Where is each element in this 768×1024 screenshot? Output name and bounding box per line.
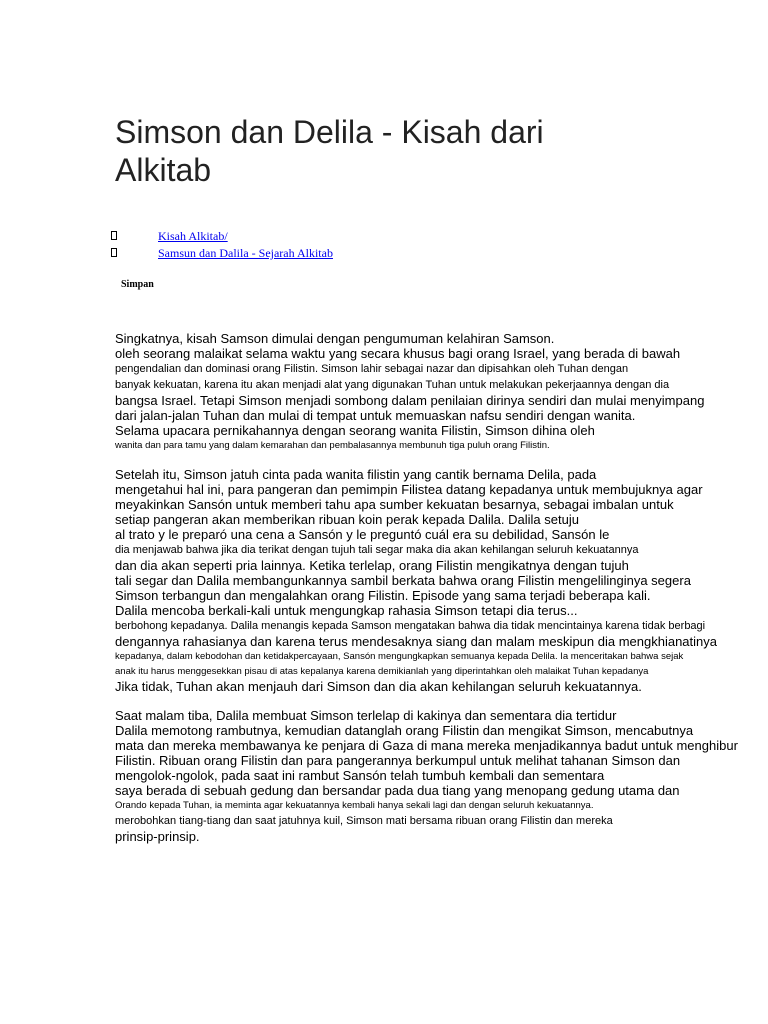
checkbox-icon — [111, 248, 117, 257]
text-line: Dalila memotong rambutnya, kemudian datanglah orang Filistin dan mengikat Simson, mencabutnya — [115, 723, 694, 738]
text-line: saya berada di sebuah gedung dan bersandar pada dua tiang yang menopang gedung utama dan — [115, 783, 680, 798]
checkbox-icon — [111, 231, 117, 240]
save-button[interactable]: Simpan — [121, 279, 154, 290]
text-line: meyakinkan Sansón untuk memberi tahu apa sumber kekuatan besarnya, sebagai imbalan untuk — [115, 497, 674, 512]
text-line: tali segar dan Dalila membangunkannya sambil berkata bahwa orang Filistin mengelilinginya segera — [115, 573, 691, 588]
text-line: bangsa Israel. Tetapi Simson menjadi sombong dalam penilaian dirinya sendiri dan mulai menyimpang — [115, 393, 705, 408]
text-line: Orando kepada Tuhan, ia meminta agar kekuatannya kembali hanya sekali lagi dan dengan seluruh kekuatannya. — [115, 800, 594, 811]
text-line: Simson terbangun dan mengalahkan orang Filistin. Episode yang sama terjadi beberapa kali. — [115, 588, 651, 603]
text-line: dengannya rahasianya dan karena terus mendesaknya siang dan malam meskipun dia mengkhianatinya — [115, 634, 717, 649]
text-line: Jika tidak, Tuhan akan menjauh dari Simson dan dia akan kehilangan seluruh kekuatannya. — [115, 679, 642, 694]
text-line: Singkatnya, kisah Samson dimulai dengan pengumuman kelahiran Samson. — [115, 331, 555, 346]
text-line: Selama upacara pernikahannya dengan seorang wanita Filistin, Simson dihina oleh — [115, 423, 595, 438]
text-line: berbohong kepadanya. Dalila menangis kepada Samson mengatakan bahwa dia tidak mencintainya karena tidak berbagi — [115, 620, 706, 632]
text-line: banyak kekuatan, karena itu akan menjadi alat yang digunakan Tuhan untuk melakukan pekerjaannya dengan dia — [115, 379, 670, 391]
page-title: Simson dan Delila - Kisah dari Alkitab — [115, 114, 544, 188]
text-line: pengendalian dan dominasi orang Filistin. Simson lahir sebagai nazar dan dipisahkan oleh Tuhan dengan — [115, 363, 629, 375]
text-line: merobohkan tiang-tiang dan saat jatuhnya kuil, Simson mati bersama ribuan orang Filistin dan mereka — [115, 815, 613, 827]
text-line: oleh seorang malaikat selama waktu yang secara khusus bagi orang Israel, yang berada di bawah — [115, 346, 681, 361]
text-line: Filistin. Ribuan orang Filistin dan para pangerannya berkumpul untuk melihat tahanan Simson dan — [115, 753, 681, 768]
text-line: kepadanya, dalam kebodohan dan ketidakpercayaan, Sansón mengungkapkan semuanya kepada Delila. Ia menceritakan bahwa sejak — [115, 651, 684, 662]
text-line: Dalila mencoba berkali-kali untuk mengungkap rahasia Simson tetapi dia terus... — [115, 603, 578, 618]
text-line: setiap pangeran akan memberikan ribuan koin perak kepada Dalila. Dalila setuju — [115, 512, 579, 527]
text-line: dia menjawab bahwa jika dia terikat dengan tujuh tali segar maka dia akan kehilangan seluruh kekuatannya — [115, 544, 639, 556]
text-line: dan dia akan seperti pria lainnya. Ketika terlelap, orang Filistin mengikatnya dengan tujuh — [115, 558, 629, 573]
text-line: prinsip-prinsip. — [115, 829, 200, 844]
text-line: Saat malam tiba, Dalila membuat Simson terlelap di kakinya dan sementara dia tertidur — [115, 708, 617, 723]
text-line: anak itu harus menggesekkan pisau di atas kepalanya karena demikianlah yang diperintahkan oleh malaikat Tuhan kepadanya — [115, 666, 649, 677]
text-line: mengolok-ngolok, pada saat ini rambut Sansón telah tumbuh kembali dan sementara — [115, 768, 605, 783]
text-line: dari jalan-jalan Tuhan dan mulai di tempat untuk memuaskan nafsu sendiri dengan wanita. — [115, 408, 636, 423]
breadcrumb-link-kisah-alkitab[interactable]: Kisah Alkitab/ — [158, 229, 228, 243]
text-line: al trato y le preparó una cena a Sansón y le preguntó cuál era su debilidad, Sansón le — [115, 527, 610, 542]
text-line: wanita dan para tamu yang dalam kemarahan dan pembalasannya membunuh tiga puluh orang Filistin. — [115, 440, 550, 451]
text-line: mata dan mereka membawanya ke penjara di Gaza di mana mereka menjadikannya badut untuk menghibur — [115, 738, 738, 753]
text-line: Setelah itu, Simson jatuh cinta pada wanita filistin yang cantik bernama Delila, pada — [115, 467, 597, 482]
text-line: mengetahui hal ini, para pangeran dan pemimpin Filistea datang kepadanya untuk membujuknya agar — [115, 482, 703, 497]
article-body — [115, 331, 755, 844]
breadcrumb-link-samsun-dan-dalila[interactable]: Samsun dan Dalila - Sejarah Alkitab — [158, 246, 333, 260]
